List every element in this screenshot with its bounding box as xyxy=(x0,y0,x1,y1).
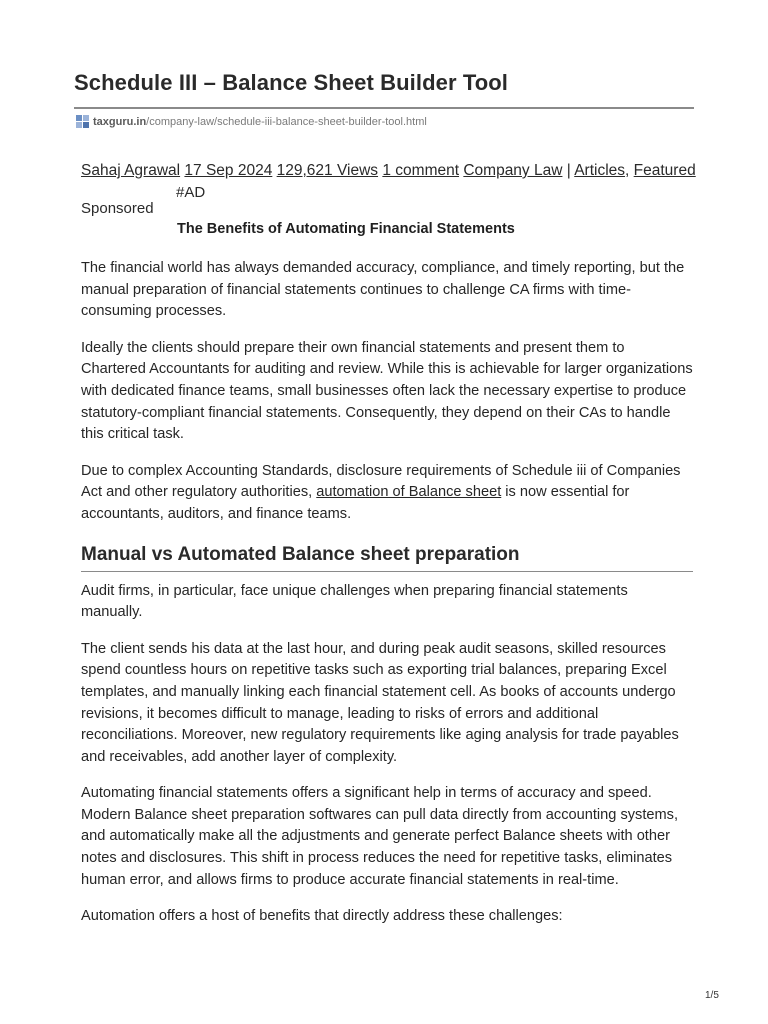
articles-link[interactable]: Articles xyxy=(574,162,626,179)
author-link[interactable]: Sahaj Agrawal xyxy=(81,162,181,179)
date-link[interactable]: 17 Sep 2024 xyxy=(184,162,273,179)
ad-heading: The Benefits of Automating Financial Statements xyxy=(177,221,515,237)
paragraph xyxy=(81,461,693,526)
comments-link[interactable]: 1 comment xyxy=(382,162,460,179)
featured-link[interactable]: Featured xyxy=(633,162,696,179)
paragraph: Automating financial statements offers a significant help in terms of accuracy and speed. Modern Balance sheet preparation softwares can pull data directly from accounting systems, and automatically make all the adjustments and generate perfect Balance sheets with other notes and disclosures. This shift in process reduces the need for repetitive tasks, eliminates human error, and allows firms to produce accurate financial statements in real-time. xyxy=(81,785,679,888)
paragraph-text: Due to complex Accounting Standards, disclosure requirements of Schedule iii of Companies Act and other regulatory authorities, xyxy=(81,462,681,501)
paragraph: Automation offers a host of benefits that directly address these challenges: xyxy=(81,908,563,925)
article-meta xyxy=(81,162,696,180)
article-body xyxy=(81,258,693,943)
page-number: 1/5 xyxy=(705,990,719,1001)
paragraph: The client sends his data at the last hour, and during peak audit seasons, skilled resources spend countless hours on repetitive tasks such as exporting trial balances, preparing Excel templates, and manually linking each financial statement cell. As books of accounts undergo revisions, it becomes difficult to manage, leading to risks of errors and additional reconciliations. Moreover, new regulatory requirements like aging analysis for trade payables and receivables, add another layer of complexity. xyxy=(81,640,679,765)
paragraph-text: is now essential for accountants, auditors, and finance teams. xyxy=(81,484,630,522)
meta-separator: | xyxy=(566,162,571,179)
paragraph: The financial world has always demanded accuracy, compliance, and timely reporting, but the manual preparation of financial statements continues to challenge CA firms with time-consuming processes. xyxy=(81,260,685,320)
paragraph: Ideally the clients should prepare their own financial statements and present them to Chartered Accountants for auditing and review. While this is achievable for larger organizations with dedicated finance teams, small businesses often lack the necessary expertise to produce statutory-compliant financial statements. Consequently, they depend on their CAs to handle this critical task. xyxy=(81,339,693,443)
category-link[interactable]: Company Law xyxy=(463,162,563,179)
ad-tag: #AD xyxy=(176,184,206,201)
taxguru-logo-icon xyxy=(75,114,91,130)
page-title: Schedule III – Balance Sheet Builder Tool xyxy=(74,70,509,95)
sponsored-label: Sponsored xyxy=(81,200,154,217)
paragraph: Audit firms, in particular, face unique challenges when preparing financial statements manually. xyxy=(81,582,628,621)
source-path: /company-law/schedule-iii-balance-sheet-builder-tool.html xyxy=(146,116,427,128)
section-heading: Manual vs Automated Balance sheet preparation xyxy=(81,544,693,572)
tag-comma: , xyxy=(625,162,630,179)
balance-sheet-automation-link[interactable]: automation of Balance sheet xyxy=(316,484,502,501)
source-url[interactable] xyxy=(75,114,427,130)
source-domain: taxguru.in xyxy=(93,116,147,128)
title-divider xyxy=(74,107,694,109)
views-link[interactable]: 129,621 Views xyxy=(276,162,379,179)
